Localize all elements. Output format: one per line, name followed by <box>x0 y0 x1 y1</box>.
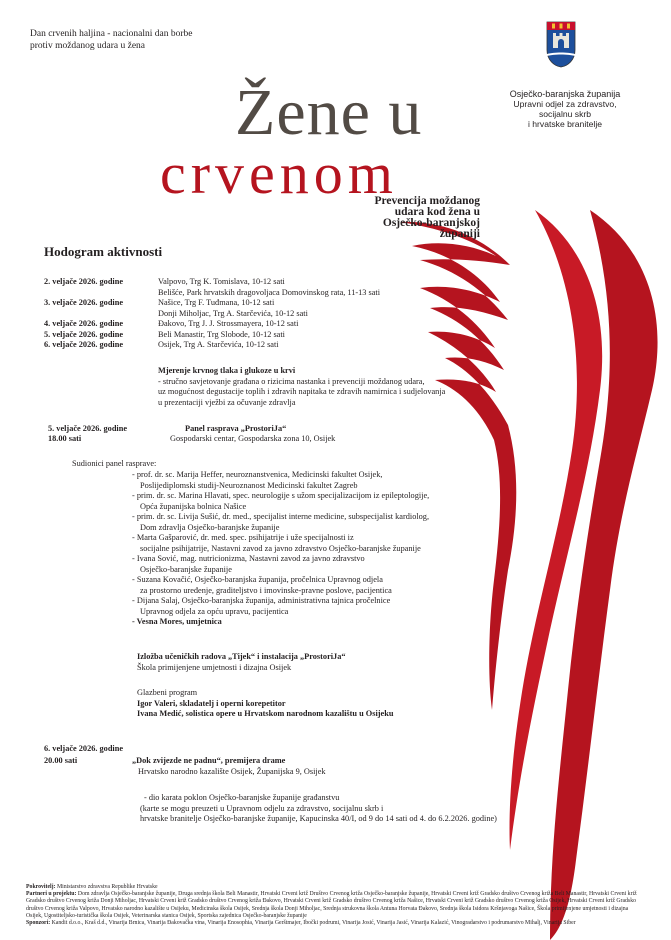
drama-section <box>132 756 462 777</box>
subtitle-line1: Prevencija moždanog <box>374 195 480 207</box>
county-coat-of-arms-icon <box>546 20 576 68</box>
schedule-date: 5. veljače 2026. godine <box>44 329 124 339</box>
schedule-row <box>44 340 424 351</box>
participant-line1: - prof. dr. sc. Marija Heffer, neuroznanstvenica, Medicinski fakultet Osijek, <box>132 470 383 479</box>
music-section <box>137 688 457 720</box>
exhibition-section <box>137 652 457 673</box>
schedule-date: 3. veljače 2026. godine <box>44 298 124 307</box>
participant-line2: Opća županijska bolnica Našice <box>140 501 247 511</box>
schedule-row <box>44 330 424 341</box>
schedule-date <box>44 288 158 299</box>
participant-item <box>132 554 472 575</box>
sponzori-label: Sponzori: <box>26 920 51 927</box>
event-tagline <box>30 28 220 52</box>
schedule-date: 4. veljače 2026. godine <box>44 319 124 328</box>
schedule-row <box>44 288 424 299</box>
panel-location: Gospodarski centar, Gospodarska zona 10, Osijek <box>170 434 336 443</box>
participant-line2: Upravnog odjela za opću upravu, pacijentica <box>140 606 289 616</box>
subtitle-line2: udara kod žena u <box>394 206 480 218</box>
schedule-location: Donji Miholjac, Trg A. Starčevića, 10-12 sati <box>158 308 308 318</box>
schedule-date: 2. veljače 2026. godine <box>44 277 124 286</box>
partneri-label: Partneri u projektu: <box>26 891 77 898</box>
subtitle <box>340 196 480 240</box>
participant-item <box>132 596 472 617</box>
drama-location: Hrvatsko narodno kazalište Osijek, Županijska 9, Osijek <box>138 766 326 776</box>
participant-line1: - Ivana Sović, mag. nutricionizma, Nastavni zavod za javno zdravstvo <box>132 554 365 563</box>
schedule-date <box>44 309 158 320</box>
county-dept-line2: i hrvatske branitelje <box>527 119 603 129</box>
drama-line2: (karte se mogu preuzeti u Upravnom odjelu za zdravstvo, socijalnu skrb i <box>140 803 384 813</box>
footer-pokrovitelj <box>26 884 646 891</box>
subtitle-line3: Osječko-baranjskoj <box>382 217 480 229</box>
participant-line1: - Suzana Kovačić, Osječko-baranjska županija, pročelnica Upravnog odjela <box>132 575 383 584</box>
schedule-row <box>44 277 424 288</box>
participant-line2: Dom zdravlja Osječko-baranjske županije <box>140 522 280 532</box>
panel-time: 18.00 sati <box>48 434 82 443</box>
pokrovitelj-label: Pokrovitelj: <box>26 884 56 890</box>
schedule-location: Valpovo, Trg K. Tomislava, 10-12 sati <box>158 277 285 286</box>
partneri-text: Dom zdravlja Osječko-baranjske županije, Druga srednja škola Beli Manastir, Hrvatski Crveni križ Društvo Crvenog križa Osječko-baranjske županije, Hrvatski Crveni križ Gradsko društvo Crvenog križa Beli Manastir, Hrvatski Crveni križ Gradsko društvo Crvenog križa Donji Miholjac, Hrvatski Crveni križ Gradsko društvo Crvenog križa Đakovo, Hrvatski Crveni križ Gradsko društvo Crvenog križa Našice, Hrvatski Crveni križ Gradsko društvo Crvenog križa Osijek, Hrvatski Crveni križ Gradsko društvo Crvenog križa Valpovo, Hrvatsko narodno kazalište u Osijeku, Medicinska škola Osijek, Srednja škola Donji Miholjac, Srednja strukovna škola Antuna Horvata Đakovo, Srednja škola Isidora Kršnjavoga Našice, Škola primijenjene umjetnosti i dizajna Osijek, Ugostiteljsko-turistička škola Osijek, Veterinarska stanica Osijek, Sportska zajednica Osječko-baranjske županije <box>26 891 637 919</box>
county-name: Osječko-baranjska županija <box>509 89 621 99</box>
participant-item <box>132 533 472 554</box>
pokrovitelj-text: Ministarstvo zdravstva Republike Hrvatske <box>56 884 158 890</box>
measure-section <box>158 366 488 408</box>
subtitle-line4: županiji <box>439 228 480 240</box>
drama-date: 6. veljače 2026. godine <box>44 744 124 753</box>
drama-time: 20.00 sati <box>44 756 78 765</box>
participant-line1: - Marta Gašparović, dr. med. spec. psihijatrije i uže specijalnosti iz <box>132 533 354 542</box>
exhibition-school: Škola primijenjene umjetnosti i dizajna Osijek <box>137 662 292 672</box>
participant-line2: Poslijediplomski studij-Neuroznanost Medicinski fakultet Zagreb <box>140 480 358 490</box>
participants-heading: Sudionici panel rasprave: <box>72 459 157 468</box>
participant-line1: - prim. dr. sc. Marina Hlavati, spec. neurologije s užom specijalizacijom iz epileptologije, <box>132 491 430 500</box>
participant-line2: Osječko-baranjske županije <box>140 564 232 574</box>
participant-item <box>132 512 472 533</box>
schedule-location: Našice, Trg F. Tuđmana, 10-12 sati <box>158 298 275 307</box>
music-heading: Glazbeni program <box>137 688 198 697</box>
footer <box>26 884 646 927</box>
schedule-location: Đakovo, Trg J. J. Strossmayera, 10-12 sati <box>158 319 299 328</box>
county-dept-line1: Upravni odjel za zdravstvo, socijalnu skrb <box>513 99 617 119</box>
music-line1: Igor Valeri, skladatelj i operni korepetitor <box>137 698 286 708</box>
footer-partneri <box>26 891 646 920</box>
schedule-row <box>44 319 424 330</box>
drama-line1: - dio karata poklon Osječko-baranjske županije građanstvu <box>144 793 340 802</box>
participant-line1: - Dijana Salaj, Osječko-baranjska županija, administrativna tajnica pročelnice <box>132 596 391 605</box>
schedule-row <box>44 309 424 320</box>
drama-title: „Dok zvijezde ne padnu“, premijera drame <box>132 756 286 765</box>
footer-sponzori <box>26 920 646 927</box>
participant-item <box>132 575 472 596</box>
county-info <box>500 89 630 129</box>
main-title-line2: crvenom <box>160 141 398 206</box>
hodogram-heading: Hodogram aktivnosti <box>44 244 163 259</box>
participant-item <box>132 491 472 512</box>
participant-line1: - Vesna Mores, umjetnica <box>132 617 222 626</box>
participant-line2: socijalne psihijatrije, Nastavni zavod za javno zdravstvo Osječko-baranjske županije <box>140 543 421 553</box>
drama-line3: hrvatske branitelje Osječko-baranjske županije, Kapucinska 40/I, od 9 do 14 sati od 4. do 6.2.2026. godine) <box>140 814 497 823</box>
sponzori-text: Kandit d.o.o., Kraš d.d., Vinarija Brnica, Vinarija Đakovačka vina, Vinarija Enosophia, Vinarija Gerštmajer, Ibočki podrumi, Vinarija Josić, Vinarija Jasić, Vinarija Kalazić, Vinogradarstvo i podrumarstvo Mihalj, Vinarija Siber <box>51 920 576 927</box>
participant-item <box>132 470 472 491</box>
schedule-location: Belišće, Park hrvatskih dragovoljaca Domovinskog rata, 11-13 sati <box>158 287 381 297</box>
schedule-list <box>44 277 424 351</box>
music-line2: Ivana Medić, solistica opere u Hrvatskom narodnom kazalištu u Osijeku <box>137 709 394 718</box>
main-title-line1: Žene u <box>235 76 423 149</box>
participant-item <box>132 617 472 628</box>
drama-tickets <box>140 793 570 825</box>
tagline-line1: Dan crvenih haljina - nacionalni dan borbe <box>30 29 193 39</box>
measure-line3: u prezentaciji vježbi za očuvanje zdravlja <box>158 397 296 407</box>
participant-line1: - prim. dr. sc. Livija Sušić, dr. med., specijalist interne medicine, subspecijalist kardiolog, <box>132 512 430 521</box>
participants-list <box>132 470 472 628</box>
panel-title: Panel rasprava „ProstoriJa“ <box>185 424 287 433</box>
exhibition-title: Izložba učeničkih radova „Tijek“ i instalacija „ProstoriJa“ <box>137 652 346 661</box>
schedule-row <box>44 298 424 309</box>
tagline-line2: protiv moždanog udara u žena <box>30 41 146 51</box>
schedule-location: Osijek, Trg A. Starčevića, 10-12 sati <box>158 340 279 349</box>
schedule-location: Beli Manastir, Trg Slobode, 10-12 sati <box>158 329 285 339</box>
measure-line1: - stručno savjetovanje građana o rizicima nastanka i prevenciji moždanog udara, <box>158 376 425 386</box>
panel-date: 5. veljače 2026. godine <box>48 424 128 433</box>
measure-line2: uz mogućnost degustacije toplih i zdravih napitaka te zdravih namirnica i sudjelovanja <box>158 387 446 396</box>
measure-title: Mjerenje krvnog tlaka i glukoze u krvi <box>158 366 296 375</box>
participant-line2: za prostorno uređenje, graditeljstvo i imovinske-pravne poslove, pacijentica <box>140 585 392 595</box>
schedule-date: 6. veljače 2026. godine <box>44 340 124 349</box>
